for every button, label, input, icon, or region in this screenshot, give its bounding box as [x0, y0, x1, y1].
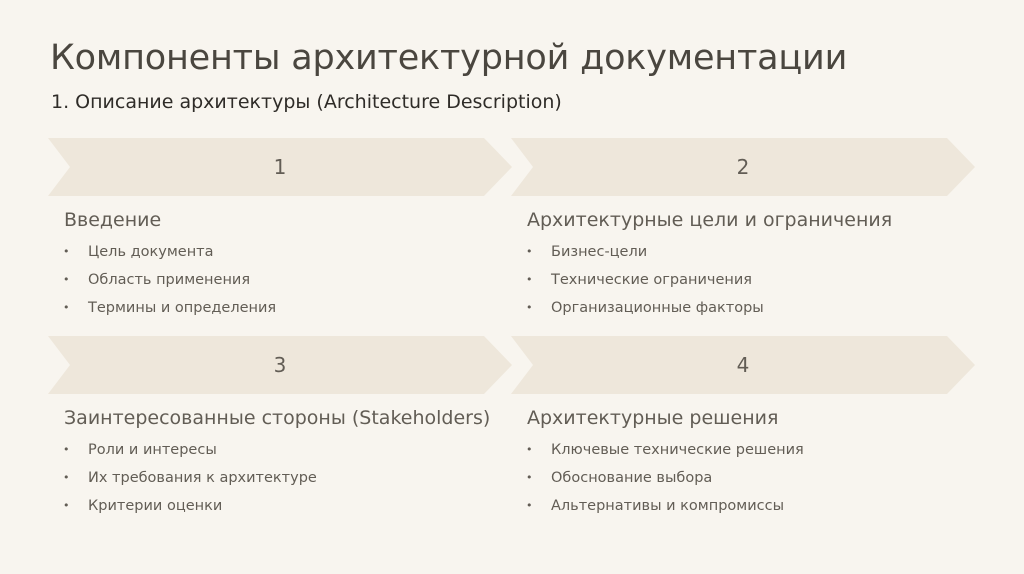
- component-card-3: [48, 336, 518, 524]
- step-chevron-2: [511, 138, 975, 196]
- bullet-icon: •: [526, 499, 533, 512]
- bullet-icon: •: [526, 471, 533, 484]
- step-chevron-1: [48, 138, 512, 196]
- step-number: 1: [273, 155, 287, 179]
- list-item: • Их требования к архитектуре: [63, 470, 317, 486]
- bullet-icon: •: [526, 273, 533, 286]
- step-chevron-4: [511, 336, 975, 394]
- card-heading: Архитектурные решения: [527, 407, 779, 429]
- component-card-4: [511, 336, 981, 524]
- step-number: 4: [736, 353, 750, 377]
- bullet-icon: •: [63, 301, 70, 314]
- bullet-list: [511, 242, 981, 326]
- list-item: • Цель документа: [63, 244, 214, 260]
- component-card-2: [511, 138, 981, 326]
- bullet-icon: •: [63, 471, 70, 484]
- bullet-icon: •: [526, 443, 533, 456]
- list-item: • Ключевые технические решения: [526, 442, 804, 458]
- bullet-icon: •: [63, 443, 70, 456]
- list-item: • Бизнес-цели: [526, 244, 648, 260]
- step-chevron-3: [48, 336, 512, 394]
- bullet-list: [48, 440, 518, 524]
- list-item: • Роли и интересы: [63, 442, 217, 458]
- step-number: 3: [273, 353, 287, 377]
- bullet-icon: •: [526, 301, 533, 314]
- list-item: • Альтернативы и компромиссы: [526, 498, 785, 514]
- list-item: • Организационные факторы: [526, 300, 764, 316]
- bullet-list: [511, 440, 981, 524]
- component-card-1: [48, 138, 518, 326]
- list-item: • Технические ограничения: [526, 272, 753, 288]
- card-heading: Архитектурные цели и ограничения: [527, 209, 893, 231]
- list-item: • Обоснование выбора: [526, 470, 713, 486]
- card-heading: Заинтересованные стороны (Stakeholders): [64, 407, 491, 429]
- bullet-icon: •: [526, 245, 533, 258]
- page-title: Компоненты архитектурной документации: [50, 38, 848, 78]
- bullet-icon: •: [63, 245, 70, 258]
- page-subtitle: 1. Описание архитектуры (Architecture Description): [51, 91, 562, 113]
- bullet-icon: •: [63, 273, 70, 286]
- step-number: 2: [736, 155, 750, 179]
- list-item: • Термины и определения: [63, 300, 277, 316]
- card-heading: Введение: [64, 209, 162, 231]
- bullet-icon: •: [63, 499, 70, 512]
- list-item: • Критерии оценки: [63, 498, 223, 514]
- list-item: • Область применения: [63, 272, 251, 288]
- bullet-list: [48, 242, 518, 326]
